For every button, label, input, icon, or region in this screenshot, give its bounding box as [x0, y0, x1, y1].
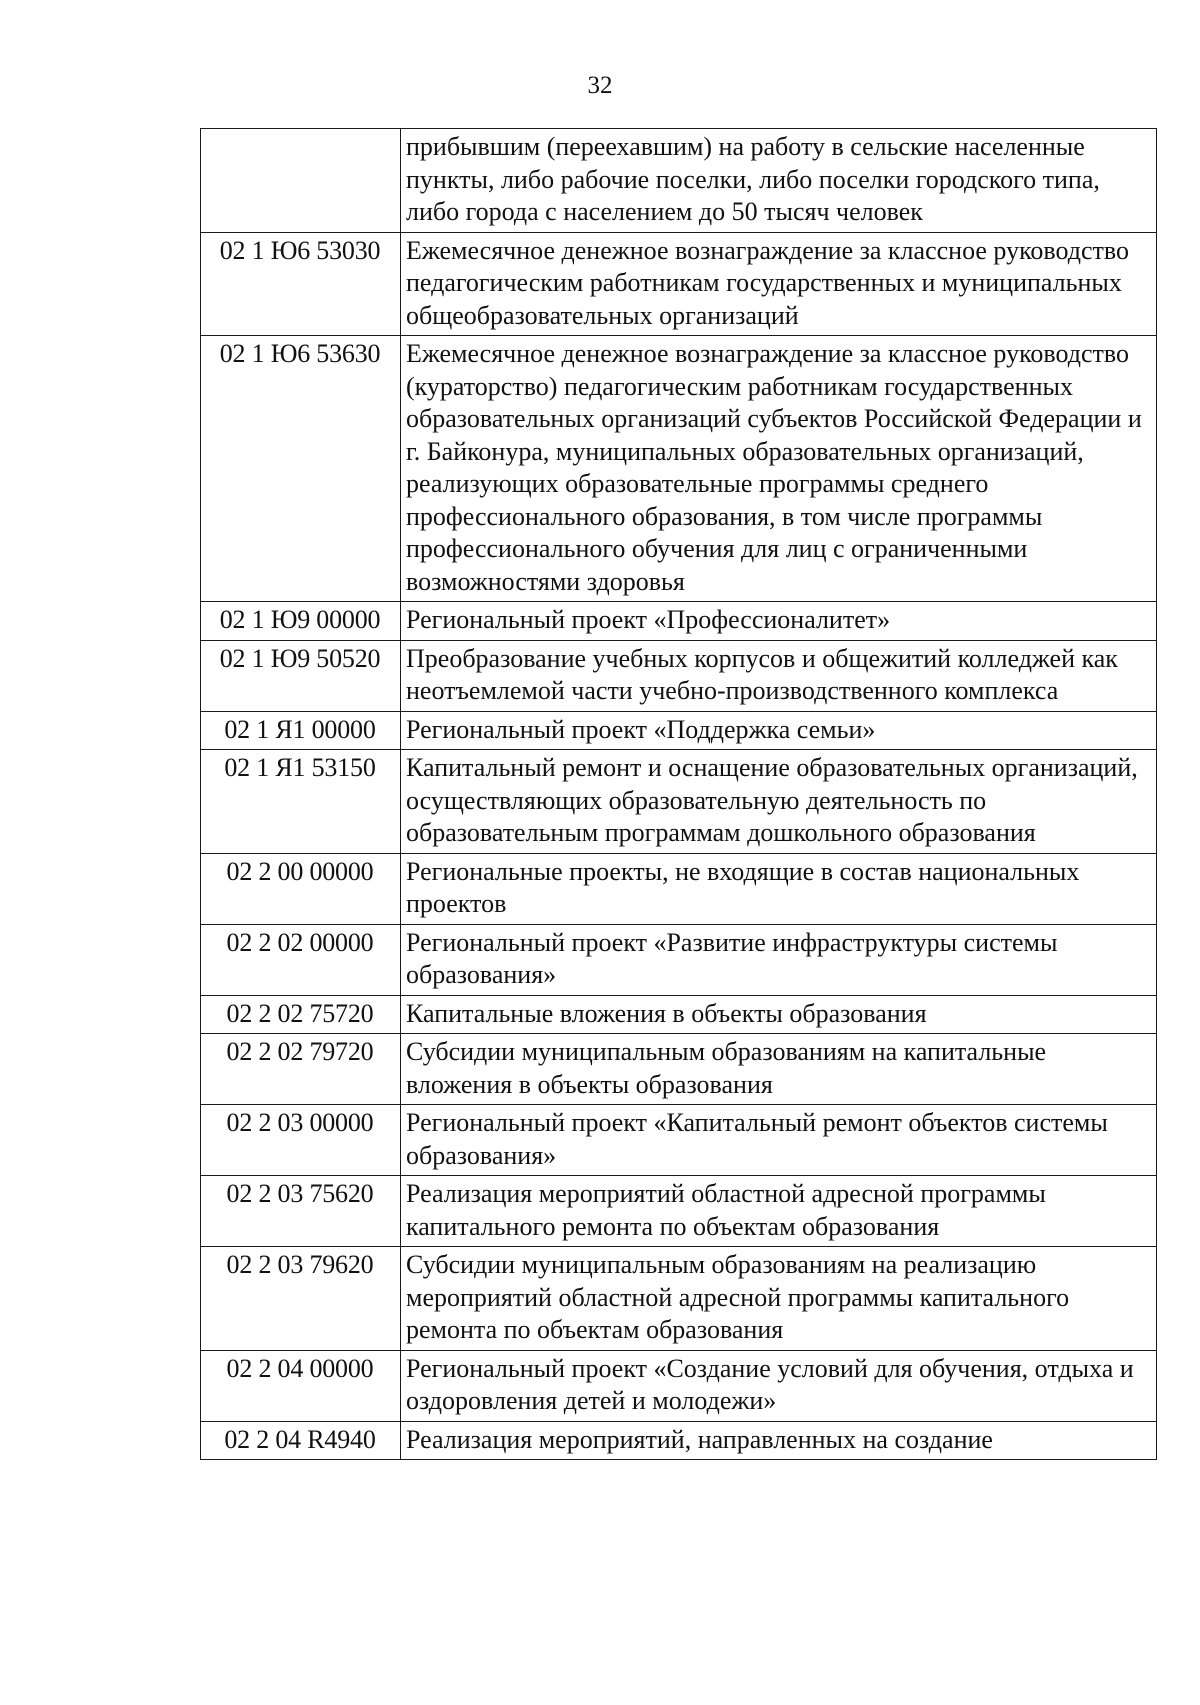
code-cell: 02 2 03 75620 — [201, 1176, 401, 1247]
table-row — [201, 1034, 1157, 1105]
budget-classification-table — [200, 128, 1157, 1460]
description-cell: Капитальные вложения в объекты образования — [401, 995, 1157, 1034]
code-cell: 02 1 Ю9 00000 — [201, 602, 401, 641]
code-cell: 02 1 Я1 53150 — [201, 750, 401, 854]
description-cell: Региональный проект «Поддержка семьи» — [401, 711, 1157, 750]
code-cell: 02 1 Ю6 53030 — [201, 232, 401, 336]
description-cell: Региональный проект «Капитальный ремонт объектов системы образования» — [401, 1105, 1157, 1176]
table-row — [201, 640, 1157, 711]
table-row — [201, 995, 1157, 1034]
code-cell: 02 2 03 79620 — [201, 1247, 401, 1351]
code-cell: 02 1 Ю9 50520 — [201, 640, 401, 711]
description-cell: Реализация мероприятий, направленных на создание — [401, 1421, 1157, 1460]
table-row — [201, 711, 1157, 750]
page-number: 32 — [587, 72, 613, 99]
description-cell: Ежемесячное денежное вознаграждение за классное руководство (кураторство) педагогическим работникам государственных образовательных организаций субъектов Российской Федерации и г. Байконура, муниципальных образовательных организаций, реализующих образовательные программы среднего профессионального образования, в том числе программы профессионального обучения для лиц с ограниченными возможностями здоровья — [401, 336, 1157, 602]
description-cell: Субсидии муниципальным образованиям на капитальные вложения в объекты образования — [401, 1034, 1157, 1105]
table-row — [201, 1176, 1157, 1247]
table-row — [201, 129, 1157, 233]
code-cell: 02 2 04 R4940 — [201, 1421, 401, 1460]
description-cell: Реализация мероприятий областной адресной программы капитального ремонта по объектам образования — [401, 1176, 1157, 1247]
table-row — [201, 602, 1157, 641]
code-cell: 02 2 04 00000 — [201, 1350, 401, 1421]
code-cell: 02 1 Ю6 53630 — [201, 336, 401, 602]
description-cell: Региональный проект «Развитие инфраструктуры системы образования» — [401, 924, 1157, 995]
table-row — [201, 336, 1157, 602]
table-row — [201, 750, 1157, 854]
description-cell: Преобразование учебных корпусов и общежитий колледжей как неотъемлемой части учебно-производственного комплекса — [401, 640, 1157, 711]
description-cell: Региональный проект «Создание условий для обучения, отдыха и оздоровления детей и молодежи» — [401, 1350, 1157, 1421]
table-row — [201, 1247, 1157, 1351]
description-cell: Ежемесячное денежное вознаграждение за классное руководство педагогическим работникам государственных и муниципальных общеобразовательных организаций — [401, 232, 1157, 336]
code-cell: 02 2 02 00000 — [201, 924, 401, 995]
code-cell: 02 2 00 00000 — [201, 853, 401, 924]
code-cell — [201, 129, 401, 233]
table-row — [201, 1421, 1157, 1460]
code-cell: 02 2 02 75720 — [201, 995, 401, 1034]
code-cell: 02 2 03 00000 — [201, 1105, 401, 1176]
description-cell: Капитальный ремонт и оснащение образовательных организаций, осуществляющих образовательную деятельность по образовательным программам дошкольного образования — [401, 750, 1157, 854]
description-cell: Региональные проекты, не входящие в состав национальных проектов — [401, 853, 1157, 924]
table-row — [201, 853, 1157, 924]
code-cell: 02 1 Я1 00000 — [201, 711, 401, 750]
table-row — [201, 1105, 1157, 1176]
description-cell: Региональный проект «Профессионалитет» — [401, 602, 1157, 641]
code-cell: 02 2 02 79720 — [201, 1034, 401, 1105]
description-cell: Субсидии муниципальным образованиям на реализацию мероприятий областной адресной программы капитального ремонта по объектам образования — [401, 1247, 1157, 1351]
table-row — [201, 924, 1157, 995]
table-row — [201, 232, 1157, 336]
table-row — [201, 1350, 1157, 1421]
description-cell: прибывшим (переехавшим) на работу в сельские населенные пункты, либо рабочие поселки, либо поселки городского типа, либо города с населением до 50 тысяч человек — [401, 129, 1157, 233]
